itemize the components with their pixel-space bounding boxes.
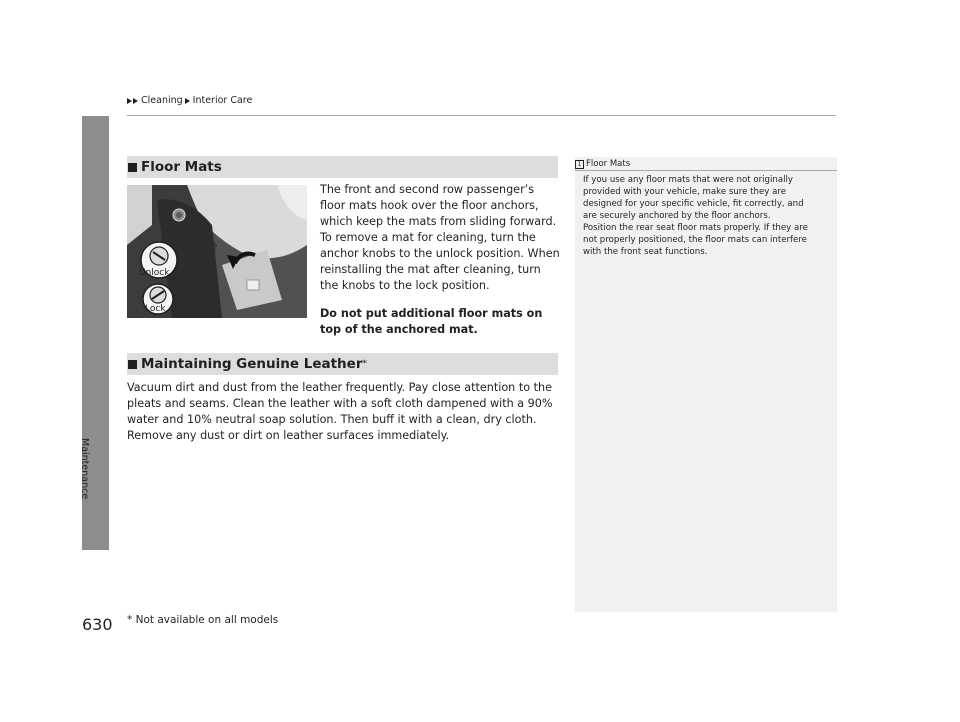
breadcrumb-section[interactable]: Cleaning: [141, 95, 183, 106]
sidebar-text: [583, 174, 833, 258]
leather-heading-text: Maintaining Genuine Leather: [141, 356, 363, 372]
floor-mats-heading: [127, 156, 558, 178]
sidebar-line: are securely anchored by the floor anchors.: [583, 211, 771, 221]
leather-paragraph: Vacuum dirt and dust from the leather frequently. Pay close attention to the pleats and seams. Clean the leather with a soft cloth dampened with a 90% water and 10% neutral soap solution. Then buff it with a clean, dry cloth. Remove any dust or dirt on leather surfaces immediately.: [127, 381, 553, 442]
unlock-label: Unlock: [139, 268, 170, 278]
section-square-icon: [128, 163, 137, 172]
sidebar-title-text: Floor Mats: [586, 159, 631, 169]
leather-heading: [127, 353, 558, 375]
breadcrumb-subsection[interactable]: Interior Care: [192, 95, 253, 106]
floor-anchor-illustration: [127, 185, 307, 318]
page-number: 630: [82, 615, 113, 634]
breadcrumb-arrow-icon: [185, 98, 190, 104]
sidebar-rule: [575, 170, 837, 171]
lock-label: Lock: [145, 304, 166, 314]
breadcrumb-arrow-icon: [133, 98, 138, 104]
footnote: * Not available on all models: [127, 614, 279, 626]
sidebar-line: If you use any floor mats that were not originally: [583, 175, 793, 185]
floor-mats-heading-text: Floor Mats: [141, 159, 222, 175]
sidebar-line: not properly positioned, the floor mats can interfere: [583, 235, 807, 245]
sidebar-title: [575, 159, 630, 169]
floor-mats-paragraph: The front and second row passenger’s floor mats hook over the floor anchors, which keep the mats from sliding forward. To remove a mat for cleaning, turn the anchor knobs to the unlock position. When reinstalling the mat after cleaning, turn the knobs to the lock position.: [320, 183, 560, 292]
breadcrumb-arrow-icon: [127, 98, 132, 104]
floor-mats-warning: Do not put additional floor mats on top of the anchored mat.: [320, 307, 543, 336]
header-rule: [127, 115, 836, 116]
section-square-icon: [128, 360, 137, 369]
sidebar-line: provided with your vehicle, make sure they are: [583, 187, 786, 197]
sidebar-line: designed for your specific vehicle, fit correctly, and: [583, 199, 804, 209]
leather-asterisk: *: [362, 359, 367, 369]
side-tab-label: Maintenance: [79, 438, 90, 500]
reference-number-icon: 1: [575, 160, 584, 169]
sidebar-line: with the front seat functions.: [583, 247, 708, 257]
breadcrumb: [127, 95, 252, 106]
sidebar-line: Position the rear seat floor mats properly. If they are: [583, 223, 808, 233]
